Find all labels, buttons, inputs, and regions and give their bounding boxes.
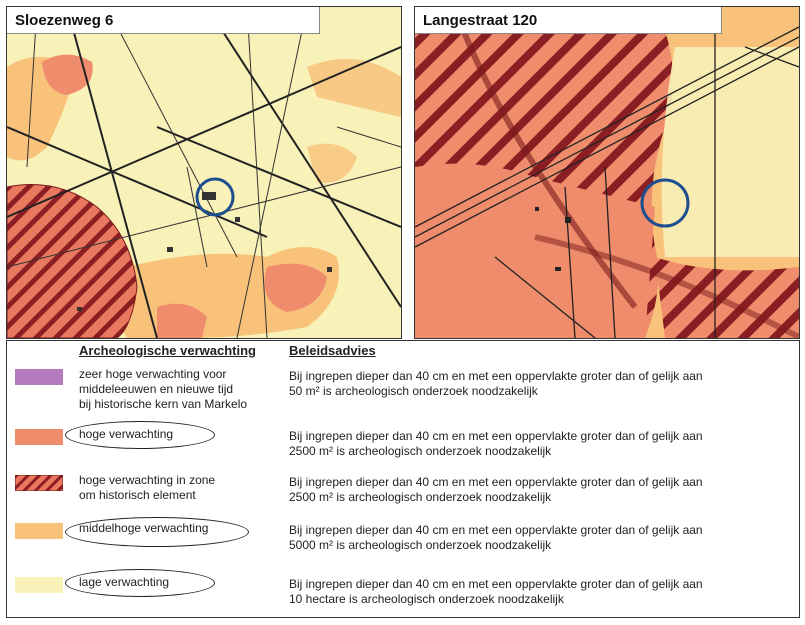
map-sloezenweg-graphic xyxy=(7,7,401,338)
swatch-hoog xyxy=(15,429,63,445)
legend-label: zeer hoge verwachting voor middeleeuwen en nieuwe tijd bij historische kern van Markelo xyxy=(79,367,248,411)
legend-row-hoog xyxy=(7,425,799,477)
legend-row-laag xyxy=(7,573,799,625)
legend-advice: Bij ingrepen dieper dan 40 cm en met een oppervlakte groter dan of gelijk aan 50 m² is archeologisch onderzoek noodzakelijk xyxy=(289,369,703,398)
legend-header-beleidsadvies: Beleidsadvies xyxy=(289,343,376,358)
swatch-middelhoog xyxy=(15,523,63,539)
legend-label: lage verwachting xyxy=(79,575,170,589)
map-legend xyxy=(6,340,800,618)
legend-advice: Bij ingrepen dieper dan 40 cm en met een oppervlakte groter dan of gelijk aan 10 hectare is archeologisch onderzoek noodzakelijk xyxy=(289,577,703,606)
legend-header-verwachting: Archeologische verwachting xyxy=(79,343,256,358)
legend-row-hoog-zone xyxy=(7,471,799,523)
legend-advice: Bij ingrepen dieper dan 40 cm en met een oppervlakte groter dan of gelijk aan 5000 m² is archeologisch onderzoek noodzakelijk xyxy=(289,523,703,552)
legend-label: middelhoge verwachting xyxy=(79,521,209,535)
map-title-langestraat: Langestraat 120 xyxy=(415,7,722,34)
legend-label: hoge verwachting xyxy=(79,427,174,441)
legend-advice: Bij ingrepen dieper dan 40 cm en met een oppervlakte groter dan of gelijk aan 2500 m² is archeologisch onderzoek noodzakelijk xyxy=(289,475,703,504)
swatch-hoog-zone xyxy=(15,475,63,491)
swatch-laag xyxy=(15,577,63,593)
swatch-zeer-hoog xyxy=(15,369,63,385)
map-sloezenweg[interactable] xyxy=(6,6,402,339)
map-langestraat[interactable] xyxy=(414,6,800,339)
legend-row-middelhoog xyxy=(7,519,799,571)
legend-row-zeer-hoog xyxy=(7,365,799,417)
map-title-sloezenweg: Sloezenweg 6 xyxy=(7,7,320,34)
legend-advice: Bij ingrepen dieper dan 40 cm en met een oppervlakte groter dan of gelijk aan 2500 m² is archeologisch onderzoek noodzakelijk xyxy=(289,429,703,458)
map-langestraat-graphic xyxy=(415,7,799,338)
legend-label: hoge verwachting in zone om historisch element xyxy=(79,473,216,502)
